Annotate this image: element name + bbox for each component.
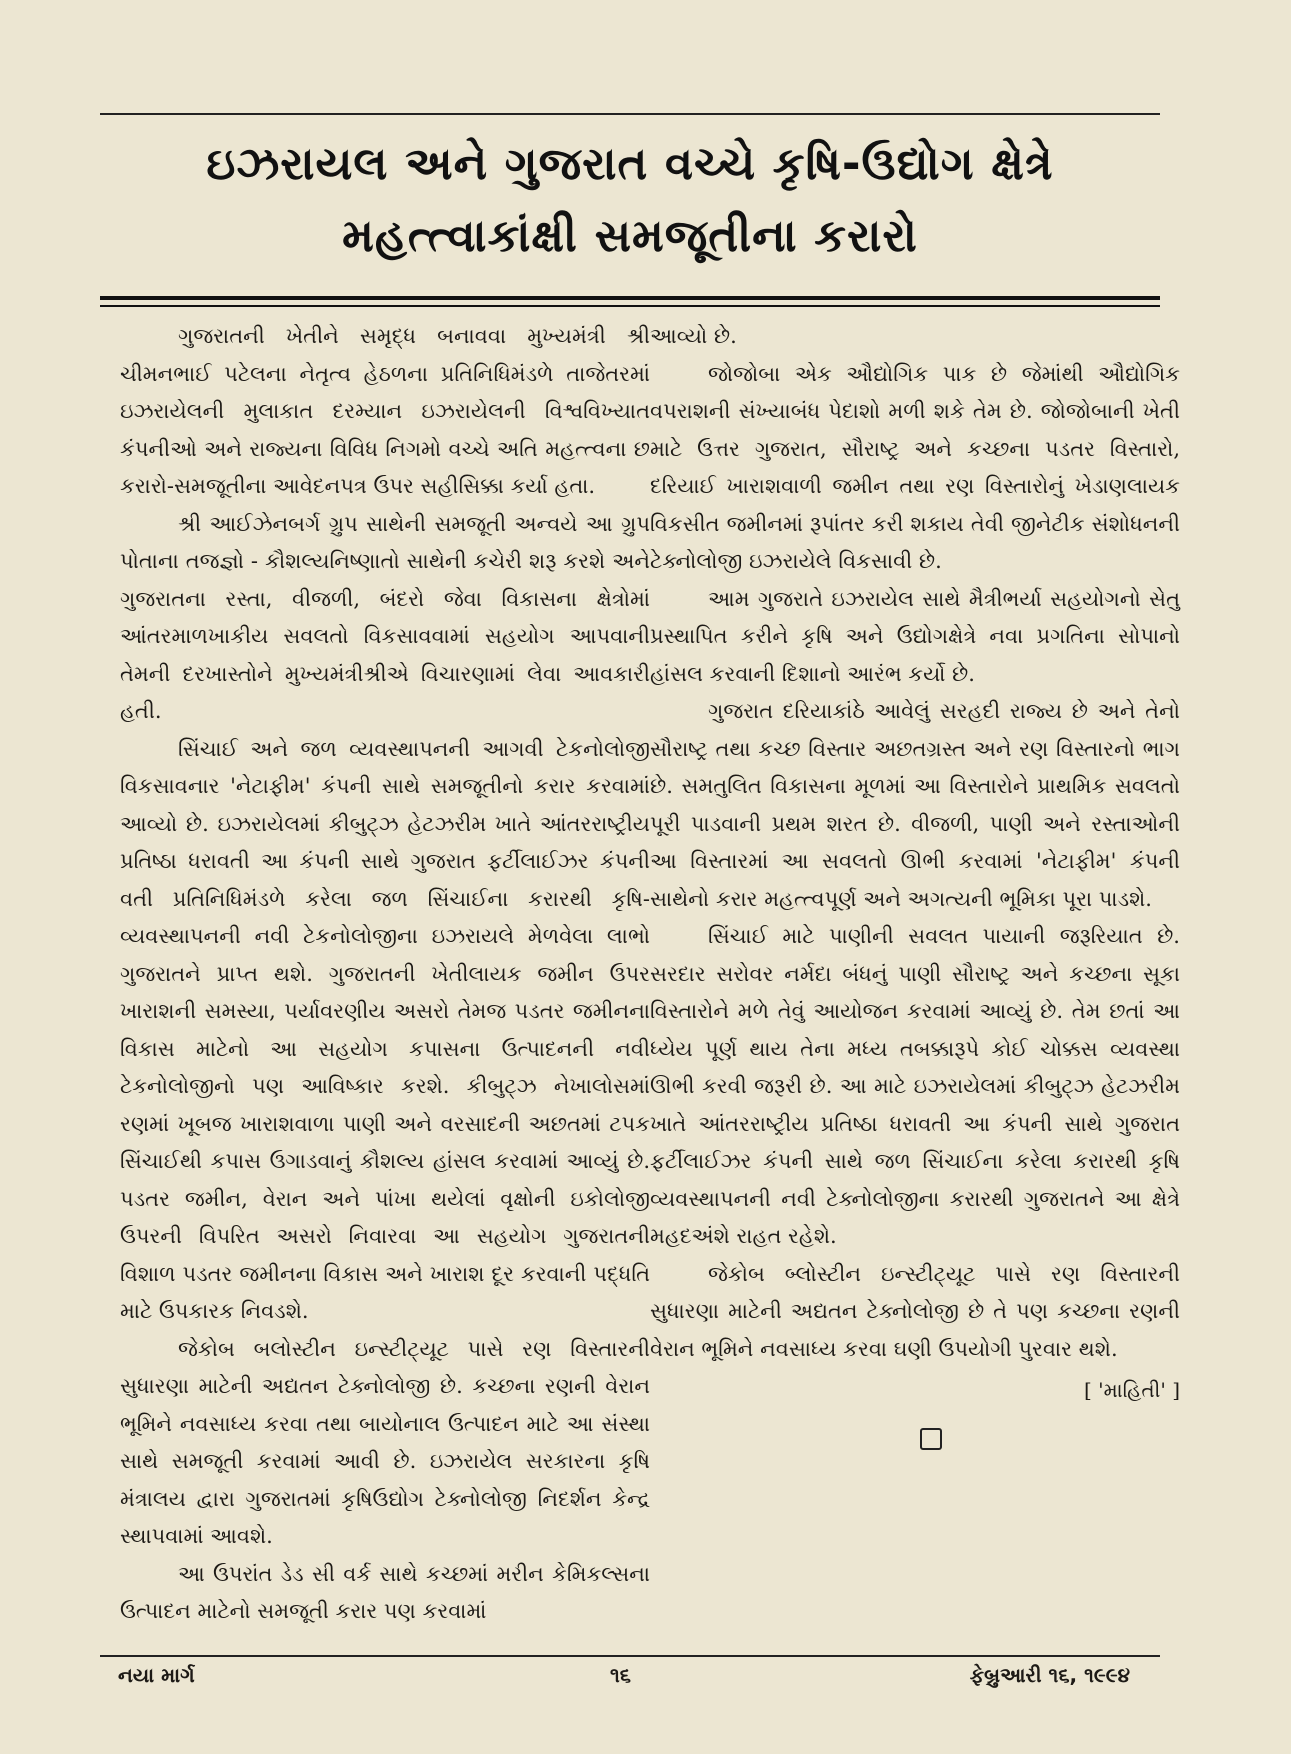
right-paragraph-1: જોજોબા એક ઔદ્યોગિક પાક છે જેમાંથી ઔદ્યોગિક વપરાશની સંખ્યાબંધ પેદાશો મળી શકે તેમ છે. જોજોબાની ખેતી માટે ઉત્તર ગુજરાત, સૌરાષ્ટ્ર અને કચ્છના પડતર વિસ્તારો, દરિયાઈ ખારાશવાળી જમીન તથા રણ વિસ્તારોનું ખેડાણલાયક વિકસીત જમીનમાં રૂપાંતર કરી શકાય તેવી જીનેટીક સંશોધનની ટેક્નોલોજી ઇઝરાયેલે વિકસાવી છે. [650, 361, 1180, 573]
left-paragraph-4: જેકોબ બલોસ્ટીન ઇન્સ્ટીટ્યૂટ પાસે રણ વિસ્તારની સુધારણા માટેની અદ્યતન ટેક્નોલોજી છે. કચ્છના રણની વેરાન ભૂમિને નવસાધ્ય કરવા તથા બાયોનાલ ઉત્પાદન માટે આ સંસ્થા સાથે સમજૂતી કરવામાં આવી છે. ઇઝરાયેલ સરકારના કૃષિ મંત્રાલય દ્વારા ગુજરાતમાં કૃષિઉદ્યોગ ટેક્નોલોજી નિદર્શન કેન્દ્ર સ્થાપવામાં આવશે. [120, 1336, 650, 1548]
issue-date: ફેબ્રુઆરી ૧૬, ૧૯૯૪ [969, 1663, 1130, 1687]
title-line-2: મહત્ત્વાકાંક્ષી સમજૂતીના કરારો [342, 209, 918, 262]
right-continuation: આવ્યો છે. [650, 324, 737, 348]
page-number: ૧૬ [610, 1663, 631, 1687]
top-rule [100, 113, 1160, 115]
left-paragraph-3: સિંચાઈ અને જળ વ્યવસ્થાપનની આગવી ટેકનોલોજી વિકસાવનાર 'નેટાફીમ' કંપની સાથે સમજૂતીનો કરાર કરવામાં આવ્યો છે. ઇઝરાયેલમાં કીબુટ્ઝ હેટઝરીમ ખાતે આંતરરાષ્ટ્રીય પ્રતિષ્ઠા ધરાવતી આ કંપની સાથે ગુજરાત ફર્ટીલાઈઝર કંપની વતી પ્રતિનિધિમંડળે કરેલા જળ સિંચાઈના કરારથી કૃષિ-વ્યવસ્થાપનની નવી ટેકનોલોજીના ઇઝરાયલે મેળવેલા લાભો ગુજરાતને પ્રાપ્ત થશે. ગુજરાતની ખેતીલાયક જમીન ઉપર ખારાશની સમસ્યા, પર્યાવરણીય અસરો તેમજ પડતર જમીનના વિકાસ માટેનો આ સહયોગ કપાસના ઉત્પાદનની નવી ટેકનોલોજીનો પણ આવિષ્કાર કરશે. કીબુટ્ઝ નેખાલોસમાં રણમાં ખૂબજ ખારાશવાળા પાણી અને વરસાદની અછતમાં ટપક સિંચાઈથી કપાસ ઉગાડવાનું કૌશલ્ય હાંસલ કરવામાં આવ્યું છે. પડતર જમીન, વેરાન અને પાંખા થયેલાં વૃક્ષોની ઇકોલોજી ઉપરની વિપરિત અસરો નિવારવા આ સહયોગ ગુજરાતની વિશાળ પડતર જમીનના વિકાસ અને ખારાશ દૂર કરવાની પદ્ધતિ માટે ઉપકારક નિવડશે. [120, 736, 650, 1323]
footer-rule [100, 1655, 1160, 1657]
end-of-article-icon [920, 1428, 942, 1450]
right-paragraph-4: સિંચાઈ માટે પાણીની સવલત પાયાની જરૂરિયાત છે. સરદાર સરોવર નર્મદા બંધનું પાણી સૌરાષ્ટ્ર અને કચ્છના સૂકા વિસ્તારોને મળે તેવું આયોજન કરવામાં આવ્યું છે. તેમ છતાં આ ધ્યેય પૂર્ણ થાય તેના મધ્ય તબક્કારૂપે કોઈ ચોક્કસ વ્યવસ્થા ઊભી કરવી જરૂરી છે. આ માટે ઇઝરાયેલમાં કીબુટ્ઝ હેટઝરીમ ખાતે આંતરરાષ્ટ્રીય પ્રતિષ્ઠા ધરાવતી આ કંપની સાથે ગુજરાત ફર્ટીલાઈઝર કંપની સાથે જળ સિંચાઈના કરેલા કરારથી કૃષિ વ્યવસ્થાપનની નવી ટેક્નોલોજીના કરારથી ગુજરાતને આ ક્ષેત્રે મહદઅંશે રાહત રહેશે. [650, 924, 1180, 1248]
title-line-1: ઇઝરાયલ અને ગુજરાત વચ્ચે કૃષિ-ઉદ્યોગ ક્ષેત્રે [206, 137, 1054, 190]
article-title [100, 128, 1160, 272]
right-column [650, 318, 1180, 1450]
right-paragraph-5: જેકોબ બ્લોસ્ટીન ઇન્સ્ટીટ્યૂટ પાસે રણ વિસ્તારની સુધારણા માટેની અદ્યતન ટેક્નોલોજી છે તે પણ કચ્છના રણની વેરાન ભૂમિને નવસાધ્ય કરવા ઘણી ઉપયોગી પુરવાર થશે. [650, 1261, 1180, 1361]
source-credit: [ 'માહિતી' ] [1083, 1378, 1180, 1402]
left-column [120, 318, 650, 1631]
right-paragraph-3: ગુજરાત દરિયાકાંઠે આવેલું સરહદી રાજ્ય છે અને તેનો સૌરાષ્ટ્ર તથા કચ્છ વિસ્તાર અછતગ્રસ્ત અને રણ વિસ્તારનો ભાગ છે. સમતુલિત વિકાસના મૂળમાં આ વિસ્તારોને પ્રાથમિક સવલતો પૂરી પાડવાની પ્રથમ શરત છે. વીજળી, પાણી અને રસ્તાઓની આ વિસ્તારમાં આ સવલતો ઊભી કરવામાં 'નેટાફીમ' કંપની સાથેનો કરાર મહત્ત્વપૂર્ણ અને અગત્યની ભૂમિકા પૂરા પાડશે. [650, 699, 1180, 911]
title-rule-thin [100, 305, 1160, 307]
publication-name: નયા માર્ગ [118, 1663, 195, 1687]
left-paragraph-2: શ્રી આઈઝેનબર્ગ ગ્રુપ સાથેની સમજૂતી અન્વયે આ ગ્રુપ પોતાના તજજ્ઞો - કૌશલ્યનિષ્ણાતો સાથેની કચેરી શરૂ કરશે અને ગુજરાતના રસ્તા, વીજળી, બંદરો જેવા વિકાસના ક્ષેત્રોમાં આંતરમાળખાકીય સવલતો વિકસાવવામાં સહયોગ આપવાની તેમની દરખાસ્તોને મુખ્યમંત્રીશ્રીએ વિચારણામાં લેવા આવકારી હતી. [120, 511, 650, 723]
title-rule-thick [100, 296, 1160, 300]
left-paragraph-5: આ ઉપરાંત ડેડ સી વર્ક સાથે કચ્છમાં મરીન કેમિકલ્સના ઉત્પાદન માટેનો સમજૂતી કરાર પણ કરવામાં [120, 1561, 650, 1623]
left-paragraph-1: ગુજરાતની ખેતીને સમૃદ્ધ બનાવવા મુખ્યમંત્રી શ્રી ચીમનભાઈ પટેલના નેતૃત્વ હેઠળના પ્રતિનિધિમંડળે તાજેતરમાં ઇઝરાયેલની મુલાકાત દરમ્યાન ઇઝરાયેલની વિશ્વવિખ્યાત કંપનીઓ અને રાજ્યના વિવિધ નિગમો વચ્ચે અતિ મહત્ત્વના છ કરારો-સમજૂતીના આવેદનપત્ર ઉપર સહીસિક્કા કર્યા હતા. [120, 324, 650, 498]
right-paragraph-2: આમ ગુજરાતે ઇઝરાયેલ સાથે મૈત્રીભર્યા સહયોગનો સેતુ પ્રસ્થાપિત કરીને કૃષિ અને ઉદ્યોગક્ષેત્રે નવા પ્રગતિના સોપાનો હાંસલ કરવાની દિશાનો આરંભ કર્યો છે. [650, 586, 1180, 686]
